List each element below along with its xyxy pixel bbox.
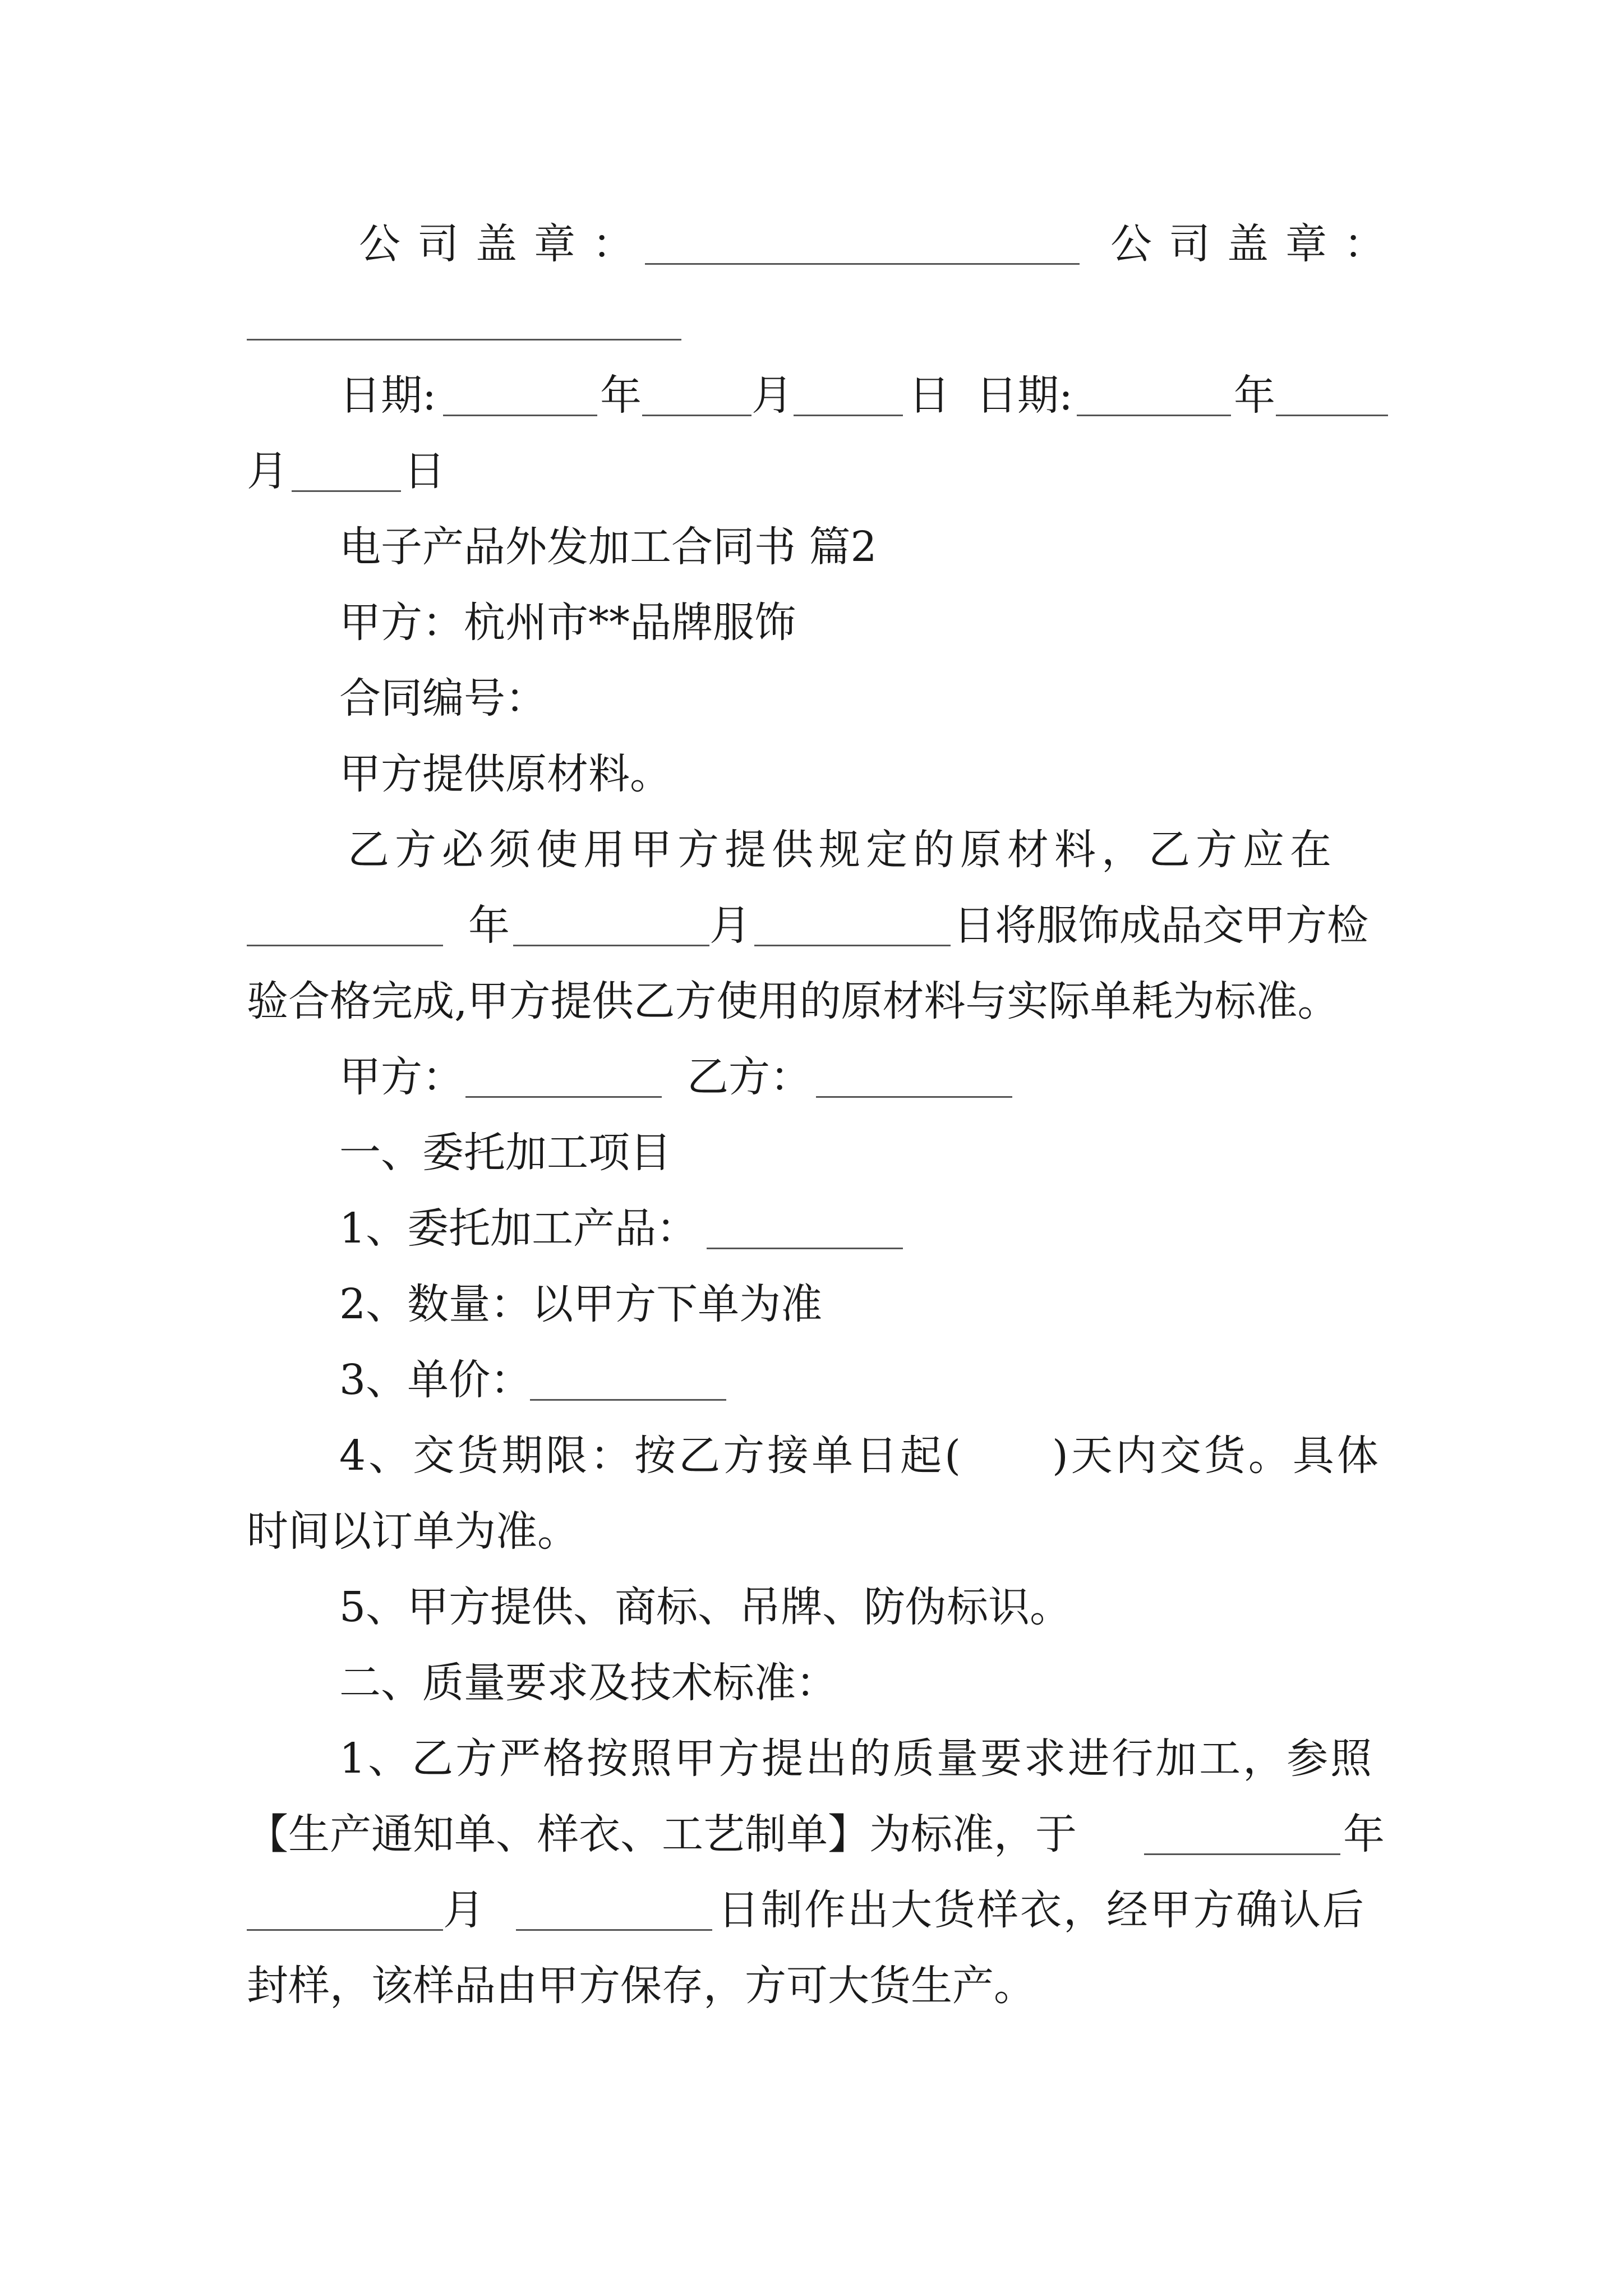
section-two-month-blank <box>247 1929 443 1931</box>
material-para-line-3 <box>0 973 1623 1029</box>
section-two-item-1-line-4 <box>0 1958 1623 2014</box>
section-one-item-5: 5、甲方提供、商标、吊牌、防伪标识。 <box>339 1583 1072 1631</box>
section-one-title-line <box>0 1125 1623 1181</box>
seal-blank-right <box>247 339 681 341</box>
date-month-left: 月 <box>751 371 793 420</box>
section-two-day-blank <box>516 1929 712 1931</box>
section-one-item-5-line <box>0 1579 1623 1635</box>
section-two-item-1-text-1: 1、乙方严格按照甲方提出的质量要求进行加工，参照 <box>339 1734 1375 1783</box>
material-para-text-2: 日将服饰成品交甲方检 <box>953 901 1368 950</box>
section-two-item-1-line-2 <box>0 1806 1623 1862</box>
section-two-item-1-text-2: 【生产通知单、样衣、工艺制单】为标准，于 <box>247 1810 1077 1858</box>
date-month-blank-left <box>642 415 751 416</box>
party-a-name: 甲方：杭州市**品牌服饰 <box>339 599 796 647</box>
section-one-item-3-label: 3、单价： <box>339 1356 532 1404</box>
party-b-blank <box>816 1096 1012 1098</box>
section-one-item-4-line-1 <box>0 1428 1623 1484</box>
section-two-month: 月 <box>443 1886 485 1934</box>
material-para-line-1 <box>0 822 1623 878</box>
material-para-text-3: 验合格完成,甲方提供乙方使用的原材料与实际单耗为标准。 <box>247 977 1339 1025</box>
material-year-blank <box>247 945 443 946</box>
material-month: 月 <box>709 901 751 950</box>
material-notice: 甲方提供原材料。 <box>339 750 671 798</box>
seal-label-right: 公司盖章： <box>1110 220 1402 268</box>
contract-no-label: 合同编号： <box>339 674 547 723</box>
date-year-right: 年 <box>1234 371 1275 420</box>
section-two-year: 年 <box>1343 1810 1385 1858</box>
section-one-item-4-text-2: 时间以订单为准。 <box>247 1507 579 1556</box>
seal-label-left: 公司盖章： <box>359 220 651 268</box>
date-year-blank-left <box>443 415 597 416</box>
seal-line-continued <box>0 292 1623 348</box>
parties-line <box>0 1049 1623 1105</box>
contract-no-line <box>0 670 1623 726</box>
material-notice-line <box>0 746 1623 802</box>
material-para-text-1: 乙方必须使用甲方提供规定的原材料，乙方应在 <box>348 826 1337 874</box>
section-two-item-1-text-3: 日制作出大货样衣，经甲方确认后 <box>718 1886 1366 1934</box>
date-line <box>0 367 1623 424</box>
date-label-right: 日期: <box>976 371 1073 420</box>
section-two-title: 二、质量要求及技术标准： <box>339 1659 837 1707</box>
section-one-item-3-blank <box>530 1399 726 1401</box>
section-one-item-3-line <box>0 1352 1623 1408</box>
section-one-item-2: 2、数量：以甲方下单为准 <box>339 1280 823 1328</box>
section-title-line <box>0 519 1623 575</box>
section-one-item-4-line-2 <box>0 1503 1623 1559</box>
section-one-item-1-blank <box>707 1248 903 1249</box>
section-two-year-blank <box>1144 1853 1340 1855</box>
seal-line <box>0 216 1623 272</box>
party-b-label: 乙方： <box>687 1053 811 1101</box>
party-a-label: 甲方： <box>339 1053 464 1101</box>
section-one-item-1-line <box>0 1200 1623 1257</box>
section-two-item-1-text-4: 封样，该样品由甲方保存，方可大货生产。 <box>247 1962 1035 2010</box>
section-one-item-2-line <box>0 1276 1623 1332</box>
party-a-name-line <box>0 595 1623 651</box>
date-line-continued <box>0 443 1623 499</box>
material-year: 年 <box>468 901 510 950</box>
section-two-item-1-line-1 <box>0 1731 1623 1787</box>
date-year-blank-right <box>1077 415 1231 416</box>
date-year-left: 年 <box>600 371 642 420</box>
date-day-right: 日 <box>404 447 445 495</box>
seal-blank-left <box>645 263 1080 265</box>
material-para-line-2 <box>0 898 1623 954</box>
party-a-blank <box>465 1096 662 1098</box>
material-month-blank <box>513 945 709 946</box>
date-month-blank-right-top <box>1276 415 1388 416</box>
date-label-left: 日期: <box>339 371 436 420</box>
date-day-blank-left <box>794 415 903 416</box>
date-day-blank-right <box>292 490 401 492</box>
section-one-item-1-label: 1、委托加工产品： <box>339 1204 698 1253</box>
section-one-title: 一、委托加工项目 <box>339 1129 671 1177</box>
date-month-right: 月 <box>247 447 288 495</box>
material-day-blank <box>754 945 951 946</box>
section-two-item-1-line-3 <box>0 1882 1623 1938</box>
section-one-item-4-text-1: 4、交货期限：按乙方接单日起( )天内交货。具体 <box>339 1432 1381 1480</box>
date-day-left: 日 <box>909 371 950 420</box>
section-two-title-line <box>0 1655 1623 1711</box>
section-title: 电子产品外发加工合同书 篇2 <box>339 523 877 571</box>
